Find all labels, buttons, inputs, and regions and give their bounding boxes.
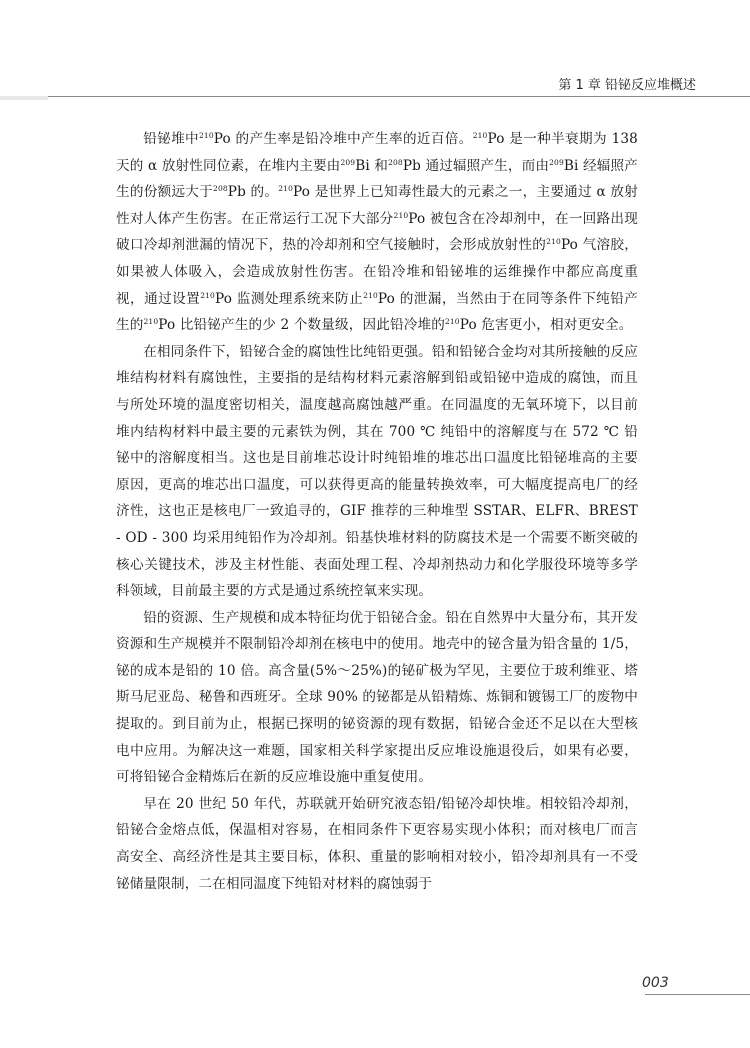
text-run: Po 是世界上已知毒性最大的元素之一，主要通过 α 放射性对人体产生伤害。在正常运行工况下大部分 [116, 184, 639, 227]
running-header: 第 1 章 铅铋反应堆概述 [558, 78, 696, 93]
text-run: 铅铋堆中 [143, 131, 199, 147]
text-run: Po 气溶胶，如果被人体吸入，会造成放射性伤害。在铅冷堆和铅铋堆的运维操作中都应高度重视，通过设置 [116, 237, 638, 307]
paragraph-2 [116, 339, 638, 605]
isotope-mass-number: 210 [393, 210, 409, 220]
header-divider [48, 96, 750, 97]
isotope-mass-number: 208 [213, 184, 228, 194]
isotope-mass-number: 210 [363, 290, 378, 300]
text-run: 在相同条件下，铅铋合金的腐蚀性比纯铅更强。铅和铅铋合金均对其所接触的反应堆结构材料有腐蚀性，主要指的是结构材料元素溶解到铅或铅铋中造成的腐蚀，而且与所处环境的温度密切相关，温度越高腐蚀越严重。在同温度的无氧环境下，以目前堆内结构材料中最主要的元素铁为例，其在 700 ℃ 纯铅中的溶解度与在 572 ℃ 铅铋中的溶解度相当。这也是目前堆芯设计时纯铅堆的堆芯出口温度比铅铋堆高的主要原因，更高的堆芯出口温度，可以获得更高的能量转换效率，可大幅度提高电厂的经济性，这也正是核电厂一致追寻的，GIF 推荐的三种堆型 SSTAR、ELFR、BREST - OD - 300 均采用纯铅作为冷却剂。铅基快堆材料的防腐技术是一个需要不断突破的核心关键技术，涉及主材性能、表面处理工程、冷却剂热动力和化学服役环境等多学科领域，目前最主要的方式是通过系统控氧来实现。 [116, 343, 638, 600]
text-run: Po 的产生率是铅冷堆中产生率的近百倍。 [213, 131, 473, 147]
page-number: 003 [642, 975, 669, 991]
paragraph-3 [116, 605, 638, 791]
text-run: Bi 和 [355, 157, 389, 174]
isotope-mass-number: 210 [444, 317, 460, 327]
isotope-mass-number: 210 [200, 290, 215, 300]
isotope-mass-number: 210 [143, 317, 159, 327]
body-text [116, 126, 638, 897]
text-run: Po 危害更小，相对更安全。 [459, 317, 633, 334]
isotope-mass-number: 210 [199, 131, 214, 140]
header-accent-bar [0, 96, 48, 100]
isotope-mass-number: 210 [546, 237, 561, 247]
paragraph-4 [116, 791, 638, 897]
text-run: Pb 的。 [227, 184, 279, 201]
text-run: Po 被包含在冷却剂中，在一回路出现破口冷却剂泄漏的情况下，热的冷却剂和空气接触时，会形成放射性的 [116, 210, 638, 254]
isotope-mass-number: 210 [278, 184, 294, 194]
isotope-mass-number: 209 [340, 157, 356, 167]
text-run: 铅的资源、生产规模和成本特征均优于铅铋合金。铅在自然界中大量分布，其开发资源和生产规模并不限制铅冷却剂在核电中的使用。地壳中的铋含量为铅含量的 1/5，铋的成本是铅的 10 倍。高含量(5%～25%)的铋矿极为罕见，主要位于玻利维亚、塔斯马尼亚岛、秘鲁和西班牙。全球 90% 的铋都是从铅精炼、炼铜和镀锡工厂的废物中提取的。到目前为止，根据已探明的铋资源的现有数据，铅铋合金还不足以在大型核电中应用。为解决这一难题，国家相关科学家提出反应堆设施退役后，如果有必要，可将铅铋合金精炼后在新的反应堆设施中重复使用。 [116, 609, 638, 786]
text-run: Bi 经辐照产生的份额远大于 [116, 157, 638, 201]
text-run: Po 的泄漏，当然由于在同等条件下纯铅产生的 [116, 290, 638, 334]
isotope-mass-number: 210 [472, 131, 488, 140]
text-run: Po 监测处理系统来防止 [214, 290, 364, 307]
isotope-mass-number: 208 [388, 157, 403, 167]
text-run: Pb 通过辐照产生，而由 [402, 157, 550, 174]
footer-divider [645, 994, 750, 995]
text-run: Po 比铅铋产生的少 2 个数量级，因此铅冷堆的 [158, 317, 445, 334]
isotope-mass-number: 209 [549, 157, 564, 167]
text-run: 早在 20 世纪 50 年代，苏联就开始研究液态铅/铅铋冷却快堆。相较铅冷却剂，铅铋合金熔点低，保温相对容易，在相同条件下更容易实现小体积；而对核电厂而言高安全、高经济性是其主要目标，体积、重量的影响相对较小，铅冷却剂具有一不受铋储量限制，二在相同温度下纯铅对材料的腐蚀弱于 [116, 795, 638, 892]
paragraph-1 [116, 126, 638, 339]
text-run: Po 是一种半衰期为 138 天的 α 放射性同位素，在堆内主要由 [116, 131, 638, 174]
